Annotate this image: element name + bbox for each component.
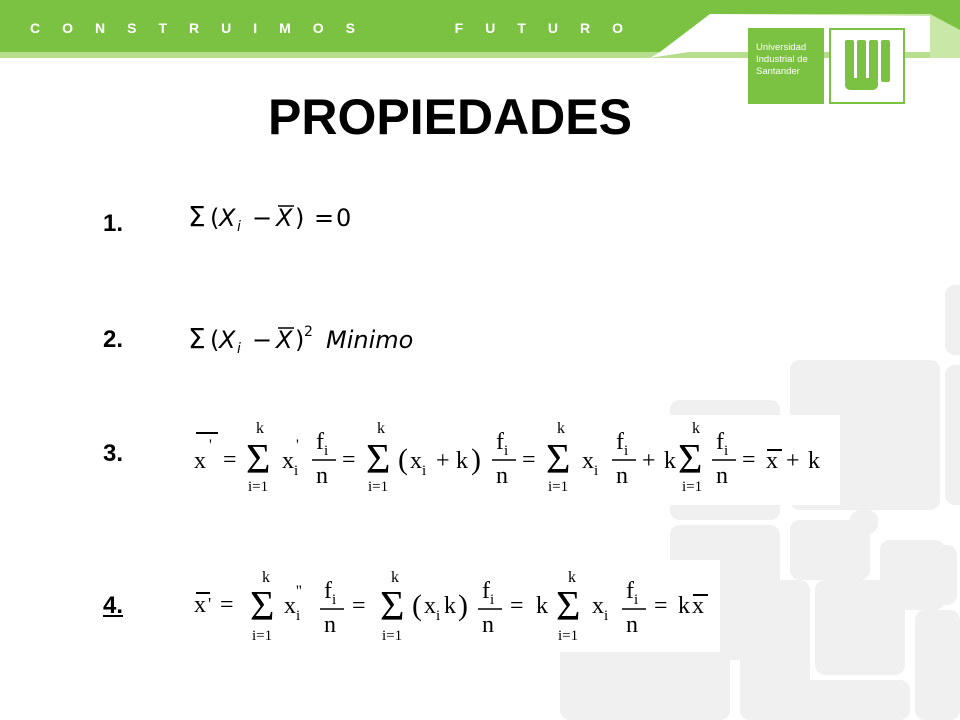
svg-text:Σ: Σ	[188, 200, 206, 233]
svg-text:k: k	[536, 593, 548, 619]
item-number-3: 3.	[103, 440, 124, 467]
svg-text:k: k	[692, 420, 700, 437]
logo-line-2: Industrial de	[756, 54, 808, 65]
svg-text:i: i	[436, 608, 441, 624]
svg-text:(: (	[210, 204, 220, 232]
svg-text:i=1: i=1	[368, 479, 389, 495]
svg-text:k: k	[444, 593, 456, 619]
svg-text:f: f	[716, 429, 724, 455]
svg-text:i: i	[294, 463, 299, 479]
svg-text:=: =	[742, 447, 756, 473]
svg-text:Σ: Σ	[678, 437, 703, 483]
svg-text:i: i	[490, 592, 495, 608]
svg-text:': '	[209, 437, 212, 454]
svg-text:=: =	[314, 204, 335, 232]
svg-text:n: n	[616, 463, 628, 489]
svg-text:k: k	[664, 448, 676, 474]
item-number-2: 2.	[103, 326, 124, 353]
svg-text:k: k	[568, 569, 576, 586]
svg-text:−: −	[252, 326, 273, 354]
tagline: CONSTRUIMOS FUTURO	[30, 20, 645, 36]
svg-text:i: i	[237, 341, 241, 357]
slide-title: PROPIEDADES	[268, 89, 632, 145]
svg-text:(: (	[210, 326, 220, 354]
svg-text:': '	[296, 437, 299, 454]
svg-text:0: 0	[336, 204, 352, 232]
svg-text:=: =	[342, 447, 356, 473]
svg-text:i: i	[504, 443, 509, 459]
svg-text:n: n	[316, 463, 328, 489]
svg-text:n: n	[482, 612, 494, 638]
svg-text:=: =	[654, 593, 668, 619]
svg-text:x: x	[592, 593, 604, 619]
svg-text:f: f	[626, 578, 634, 604]
svg-text:k: k	[678, 593, 690, 619]
svg-text:i=1: i=1	[682, 479, 703, 495]
svg-text:i: i	[332, 592, 337, 608]
svg-text:i: i	[604, 608, 609, 624]
svg-text:): )	[458, 589, 468, 622]
svg-text:x: x	[692, 593, 704, 619]
svg-text:i=1: i=1	[548, 479, 569, 495]
svg-text:=: =	[510, 593, 524, 619]
svg-text:X: X	[276, 326, 293, 354]
svg-text:X: X	[219, 326, 236, 354]
svg-text:k: k	[377, 420, 385, 437]
svg-text:Σ: Σ	[250, 584, 275, 630]
svg-text:i=1: i=1	[382, 628, 403, 644]
svg-text:x: x	[766, 448, 778, 474]
svg-text:x: x	[582, 448, 594, 474]
svg-text:k: k	[557, 420, 565, 437]
svg-text:x: x	[410, 448, 422, 474]
svg-text:Σ: Σ	[380, 584, 405, 630]
svg-text:f: f	[616, 429, 624, 455]
svg-text:(: (	[412, 589, 422, 622]
svg-text:f: f	[316, 429, 324, 455]
svg-text:−: −	[252, 204, 273, 232]
svg-text:): )	[471, 443, 481, 476]
svg-text:Σ: Σ	[556, 584, 581, 630]
svg-text:i: i	[324, 443, 329, 459]
svg-text:i: i	[237, 219, 241, 235]
svg-text:2: 2	[304, 324, 313, 340]
svg-text:X: X	[276, 204, 293, 232]
formula-2	[186, 318, 456, 362]
svg-text:i=1: i=1	[252, 628, 273, 644]
formula-2-label: Minimo	[326, 326, 414, 354]
svg-text:=: =	[223, 447, 237, 473]
svg-text:X: X	[219, 204, 236, 232]
svg-text:): )	[295, 326, 305, 354]
svg-text:): )	[295, 204, 305, 232]
svg-text:=: =	[220, 592, 234, 618]
svg-text:Σ: Σ	[188, 322, 206, 355]
item-number-4: 4.	[103, 592, 124, 619]
svg-text:+: +	[642, 448, 656, 474]
svg-text:x: x	[194, 448, 206, 474]
svg-text:x: x	[424, 593, 436, 619]
svg-text:n: n	[716, 463, 728, 489]
svg-text:(: (	[398, 443, 408, 476]
logo-line-1: Universidad	[756, 42, 807, 53]
svg-text:i: i	[634, 592, 639, 608]
svg-text:i: i	[594, 463, 599, 479]
svg-text:x: x	[284, 593, 296, 619]
svg-text:f: f	[496, 429, 504, 455]
svg-text:+: +	[436, 448, 450, 474]
svg-text:i=1: i=1	[248, 479, 269, 495]
svg-text:k: k	[391, 569, 399, 586]
svg-text:i=1: i=1	[558, 628, 579, 644]
svg-text:x: x	[282, 448, 294, 474]
svg-text:f: f	[324, 578, 332, 604]
svg-text:k: k	[256, 420, 264, 437]
formula-4	[190, 560, 720, 652]
svg-text:f: f	[482, 578, 490, 604]
svg-text:Σ: Σ	[366, 437, 391, 483]
svg-text:i: i	[422, 463, 427, 479]
svg-text:n: n	[496, 463, 508, 489]
svg-text:Σ: Σ	[546, 437, 571, 483]
svg-text:': '	[208, 594, 212, 614]
svg-text:i: i	[296, 608, 301, 624]
svg-text:i: i	[724, 443, 729, 459]
svg-text:k: k	[456, 448, 468, 474]
svg-text:+: +	[786, 448, 800, 474]
svg-text:x: x	[194, 592, 206, 618]
svg-text:k: k	[808, 448, 820, 474]
svg-text:=: =	[522, 447, 536, 473]
svg-text:i: i	[624, 443, 629, 459]
formula-1	[186, 196, 386, 240]
svg-text:'': ''	[296, 583, 302, 600]
svg-text:k: k	[262, 569, 270, 586]
formula-3	[190, 415, 840, 505]
svg-text:=: =	[352, 593, 366, 619]
svg-text:n: n	[324, 612, 336, 638]
svg-text:n: n	[626, 612, 638, 638]
svg-text:Σ: Σ	[246, 437, 271, 483]
logo-line-3: Santander	[756, 66, 800, 77]
item-number-1: 1.	[103, 210, 124, 237]
